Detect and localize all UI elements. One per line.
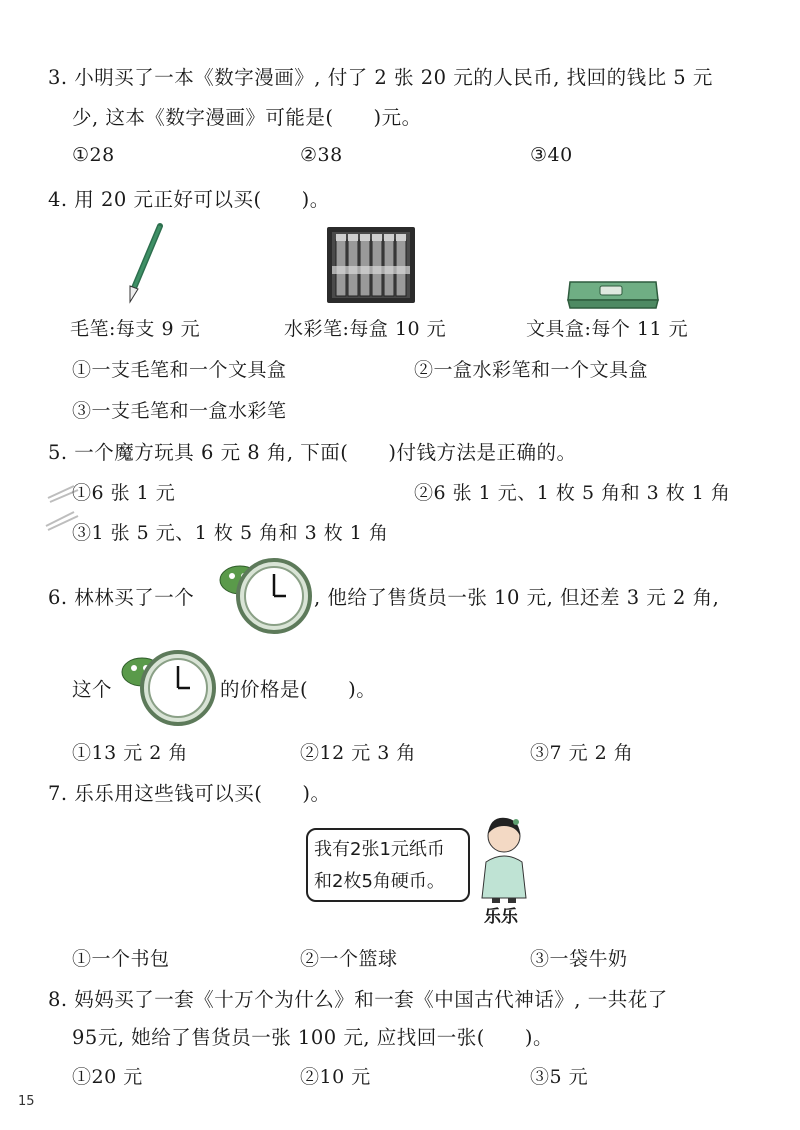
q8-option-2[interactable]: ②10 元 (300, 1066, 371, 1088)
q4-item-pencilbox: 文具盒:每个 11 元 (526, 318, 689, 340)
q6-option-3[interactable]: ③7 元 2 角 (530, 742, 634, 764)
q3-line2: 少, 这本《数字漫画》可能是( )元。 (72, 106, 422, 129)
q8-line1: 8. 妈妈买了一套《十万个为什么》和一套《中国古代神话》, 一共花了 (48, 988, 668, 1011)
q8-option-3[interactable]: ③5 元 (530, 1066, 589, 1088)
speech-line-1: 我有2张1元纸币 (314, 839, 445, 860)
brush-pen-image (118, 222, 168, 304)
q3-option-2[interactable]: ②38 (300, 144, 343, 166)
q7-option-1[interactable]: ①一个书包 (72, 948, 170, 970)
q4-item-watercolor: 水彩笔:每盒 10 元 (284, 318, 447, 340)
q4-item-brush: 毛笔:每支 9 元 (70, 318, 201, 340)
q3-line1: 3. 小明买了一本《数字漫画》, 付了 2 张 20 元的人民币, 找回的钱比 5 元 (48, 66, 713, 89)
alarm-clock-image (210, 556, 314, 636)
q5-option-1[interactable]: ①6 张 1 元 (72, 482, 176, 504)
q7-option-3[interactable]: ③一袋牛奶 (530, 948, 628, 970)
lele-name-label: 乐乐 (484, 907, 518, 927)
q5-stem: 5. 一个魔方玩具 6 元 8 角, 下面( )付钱方法是正确的。 (48, 441, 577, 464)
q3-option-3[interactable]: ③40 (530, 144, 573, 166)
q7-option-2[interactable]: ②一个篮球 (300, 948, 398, 970)
q4-option-2[interactable]: ②一盒水彩笔和一个文具盒 (414, 359, 649, 381)
q8-option-1[interactable]: ①20 元 (72, 1066, 143, 1088)
q5-option-3[interactable]: ③1 张 5 元、1 枚 5 角和 3 枚 1 角 (72, 522, 389, 544)
alarm-clock-image (112, 648, 220, 728)
q4-stem: 4. 用 20 元正好可以买( )。 (48, 188, 330, 211)
q6-line1-end: , 他给了售货员一张 10 元, 但还差 3 元 2 角, (314, 586, 720, 609)
q6-line2-start: 这个 (72, 678, 113, 701)
watercolor-pens-image (326, 226, 418, 306)
q8-line2: 95元, 她给了售货员一张 100 元, 应找回一张( )。 (72, 1026, 553, 1049)
pencil-box-image (566, 272, 662, 312)
q6-option-2[interactable]: ②12 元 3 角 (300, 742, 416, 764)
q6-option-1[interactable]: ①13 元 2 角 (72, 742, 188, 764)
q4-option-3[interactable]: ③一支毛笔和一盒水彩笔 (72, 400, 287, 422)
speech-bubble (306, 828, 470, 902)
q4-option-1[interactable]: ①一支毛笔和一个文具盒 (72, 359, 287, 381)
girl-lele-image (472, 812, 536, 904)
q6-line2-end: 的价格是( )。 (220, 678, 377, 701)
page-number: 15 (18, 1094, 35, 1109)
speech-line-2: 和2枚5角硬币。 (314, 871, 445, 892)
q5-option-2[interactable]: ②6 张 1 元、1 枚 5 角和 3 枚 1 角 (414, 482, 731, 504)
q7-stem: 7. 乐乐用这些钱可以买( )。 (48, 782, 331, 805)
q6-line1-start: 6. 林林买了一个 (48, 586, 195, 609)
q3-option-1[interactable]: ①28 (72, 144, 115, 166)
